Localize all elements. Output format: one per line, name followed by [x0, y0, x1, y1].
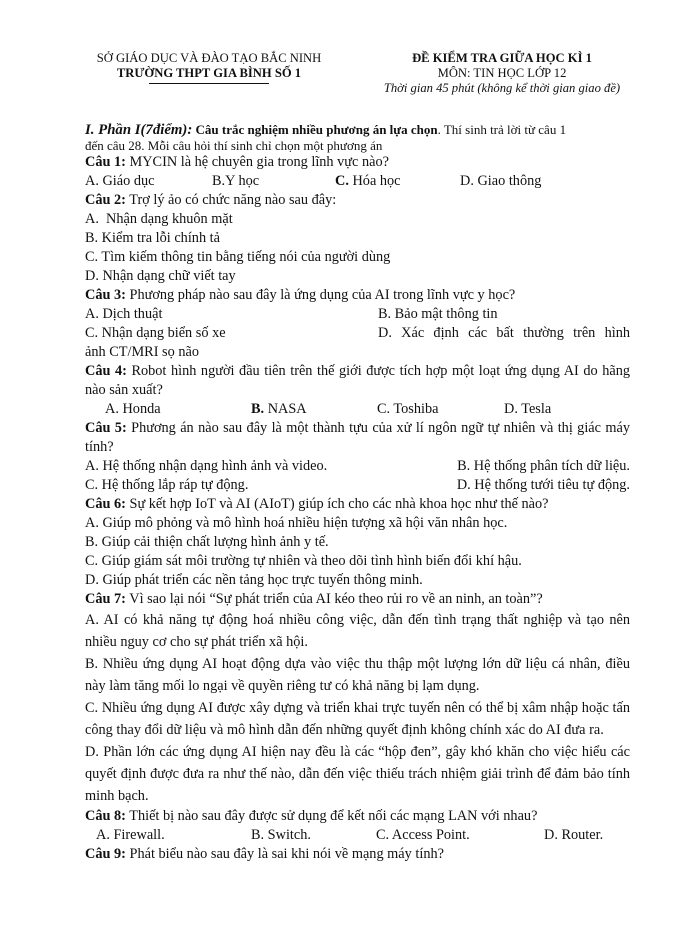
question-text: Sự kết hợp IoT và AI (AIoT) giúp ích cho các nhà khoa học như thế nào?	[125, 496, 549, 512]
header-left	[66, 51, 352, 84]
question-5	[85, 419, 630, 457]
question-text: Phát biểu nào sau đây là sai khi nói về mạng máy tính?	[125, 846, 444, 862]
option-c: C. Nhận dạng biển số xe	[85, 325, 226, 341]
question-number: Câu 8:	[85, 808, 126, 824]
part-instruction: Câu trắc nghiệm nhiều phương án lựa chọn	[195, 122, 438, 137]
department-name: SỞ GIÁO DỤC VÀ ĐÀO TẠO BẮC NINH	[96, 51, 322, 65]
question-4-options	[85, 400, 630, 419]
question-1	[85, 153, 630, 172]
option-d: D. Router.	[544, 827, 604, 843]
question-8-options	[85, 826, 630, 845]
option-b: B. Giúp cải thiện chất lượng hình ảnh y tế.	[85, 534, 329, 550]
question-number: Câu 4:	[85, 363, 127, 379]
question-number: Câu 3:	[85, 287, 126, 303]
option-a: A. Hệ thống nhận dạng hình ảnh và video.	[85, 458, 328, 474]
option-b	[251, 400, 377, 419]
option-d: D. Hệ thống tưới tiêu tự động.	[456, 477, 630, 493]
header-right	[352, 51, 652, 96]
option-a: A. Giúp mô phỏng và mô hình hoá nhiều hiện tượng xã hội văn nhân học.	[85, 515, 508, 531]
option-label: C.	[335, 173, 349, 189]
question-text: Phương pháp nào sau đây là ứng dụng của AI trong lĩnh vực y học?	[125, 287, 516, 303]
school-name: TRƯỜNG THPT GIA BÌNH SỐ 1	[116, 66, 302, 80]
question-2	[85, 191, 630, 210]
question-text: MYCIN là hệ chuyên gia trong lĩnh vực nào?	[125, 154, 389, 170]
question-6	[85, 495, 630, 514]
question-number: Câu 5:	[85, 420, 127, 436]
option-b: B. Bảo mật thông tin	[378, 306, 498, 322]
option-a: A. Firewall.	[96, 827, 165, 843]
question-text: Thiết bị nào sau đây được sử dụng để kết nối các mạng LAN với nhau?	[125, 808, 538, 824]
question-7	[85, 590, 630, 609]
question-text: Trợ lý ảo có chức năng nào sau đây:	[125, 192, 337, 208]
option-d: D. Xác định các bất thường trên hình	[378, 325, 630, 341]
option-a: A. AI có khả năng tự động hoá nhiều công việc, dẫn đến tình trạng thất nghiệp và tạo nên nhiều nguy cơ cho sự phát triển xã hội.	[85, 612, 630, 650]
part-instruction-rest: . Thí sinh trả lời từ câu 1	[437, 122, 567, 137]
option-a: A. Dịch thuật	[85, 306, 163, 322]
question-3	[85, 286, 630, 305]
option-d: D. Nhận dạng chữ viết tay	[85, 268, 236, 284]
question-number: Câu 1:	[85, 154, 126, 170]
question-text: Vì sao lại nói “Sự phát triển của AI kéo theo rủi ro về an ninh, an toàn”?	[125, 591, 543, 607]
option-d: D. Giúp phát triển các nền tảng học trực tuyến thông minh.	[85, 572, 423, 588]
question-5-options-row1	[85, 457, 630, 476]
part-title: I. Phần I(7điểm):	[85, 122, 193, 138]
exam-time: Thời gian 45 phút (không kể thời gian giao đề)	[383, 81, 621, 95]
option-d: D. Phần lớn các ứng dụng AI hiện nay đều là các “hộp đen”, gây khó khăn cho việc hiểu các quyết định được đưa ra như thế nào, dẫn đến việc thiếu trách nhiệm giải trình để đảm bảo tính minh bạch.	[85, 744, 630, 804]
option-b: B. Nhiều ứng dụng AI hoạt động dựa vào việc thu thập một lượng lớn dữ liệu cá nhân, điều này làm tăng mối lo ngại về quyền riêng tư có khả năng bị lạm dụng.	[85, 656, 630, 694]
option-b: B. Hệ thống phân tích dữ liệu.	[457, 458, 630, 474]
question-1-options	[85, 172, 630, 191]
option-c: C. Tìm kiếm thông tin bằng tiếng nói của người dùng	[85, 249, 391, 265]
option-b: B.Y học	[212, 173, 260, 189]
option-a: A. Giáo dục	[85, 173, 155, 189]
question-text: Phương án nào sau đây là một thành tựu của xử lí ngôn ngữ tự nhiên và thị giác máy tính?	[85, 420, 630, 455]
option-a: A. Nhận dạng khuôn mặt	[85, 211, 233, 227]
question-4	[85, 362, 630, 400]
option-c: C. Nhiều ứng dụng AI được xây dựng và triển khai trực tuyến nên có thể bị xâm nhập hoặc tấn công thay đổi dữ liệu và mô hình dẫn đến những quyết định không chính xác do AI đưa ra.	[85, 700, 630, 738]
option-d-continued: ảnh CT/MRI sọ não	[85, 344, 199, 360]
option-b: B. Kiểm tra lỗi chính tả	[85, 230, 220, 246]
question-number: Câu 6:	[85, 496, 126, 512]
question-3-options-row1	[85, 305, 630, 324]
option-d: D. Tesla	[504, 401, 552, 417]
school-underline	[149, 83, 269, 84]
option-c: C. Toshiba	[377, 401, 439, 417]
option-c: C. Access Point.	[376, 827, 470, 843]
question-9	[85, 845, 630, 864]
option-c	[335, 172, 460, 191]
question-8	[85, 807, 630, 826]
part-intro	[85, 122, 630, 153]
option-a: A. Honda	[105, 401, 161, 417]
question-number: Câu 2:	[85, 192, 126, 208]
option-b: B. Switch.	[251, 827, 311, 843]
question-number: Câu 9:	[85, 846, 126, 862]
option-d: D. Giao thông	[460, 173, 542, 189]
exam-subject: MÔN: TIN HỌC LỚP 12	[437, 66, 567, 80]
option-c: C. Hệ thống lắp ráp tự động.	[85, 477, 249, 493]
question-3-options-row2	[85, 324, 630, 343]
question-5-options-row2	[85, 476, 630, 495]
option-c: C. Giúp giám sát môi trường tự nhiên và theo dõi tình hình biến đổi khí hậu.	[85, 553, 522, 569]
option-text: NASA	[264, 401, 307, 417]
option-label: B.	[251, 401, 265, 417]
question-number: Câu 7:	[85, 591, 126, 607]
exam-title: ĐỀ KIỂM TRA GIỮA HỌC KÌ 1	[412, 51, 592, 65]
option-text: Hóa học	[348, 173, 401, 189]
question-text: Robot hình người đầu tiên trên thế giới được tích hợp một loạt ứng dụng AI do hãng nào sản xuất?	[85, 363, 630, 398]
part-instruction-line2: đến câu 28. Mỗi câu hỏi thí sinh chỉ chọn một phương án	[85, 138, 383, 153]
exam-content	[85, 122, 630, 864]
